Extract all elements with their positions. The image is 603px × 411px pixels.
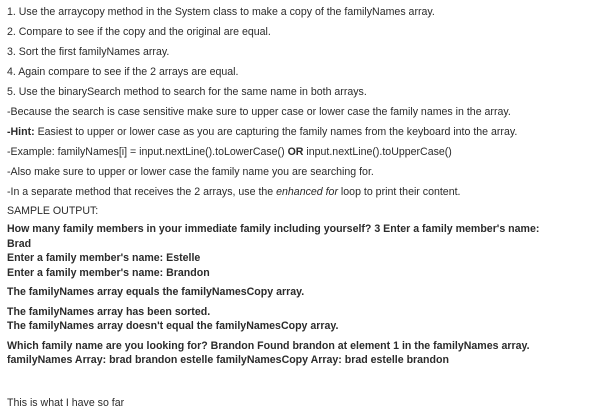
output-line: The familyNames array doesn't equal the familyNamesCopy array. [7,320,339,332]
step-1: 1. Use the arraycopy method in the System class to make a copy of the familyNames array. [7,6,435,18]
step-4: 4. Again compare to see if the 2 arrays are equal. [7,66,239,78]
example-suffix: input.nextLine().toUpperCase() [303,146,452,158]
output-line: Which family name are you looking for? Brandon Found brandon at element 1 in the familyNames array. [7,339,530,352]
hint-text: Easiest to upper or lower case as you are capturing the family names from the keyboard into the array. [34,126,518,138]
example-or: OR [287,146,304,158]
output-line: familyNames Array: brad brandon estelle familyNamesCopy Array: brad estelle brandon [7,354,449,366]
sample-output-block-2 [7,285,597,300]
example-prefix: -Example: familyNames[i] = input.nextLine().toLowerCase() [7,146,288,158]
note-hint [7,125,597,140]
step-5: 5. Use the binarySearch method to search for the same name in both arrays. [7,86,367,98]
sample-output-block-4 [7,339,597,368]
step-2: 2. Compare to see if the copy and the original are equal. [7,26,271,38]
separate-italic: enhanced for [276,186,338,198]
sample-output-block-1 [7,222,597,280]
note-separate-method [7,185,597,200]
output-line: The familyNames array equals the familyNamesCopy array. [7,286,305,298]
output-line: Enter a family member's name: Estelle [7,252,201,264]
output-line: The familyNames array has been sorted. [7,305,211,318]
separate-prefix: -In a separate method that receives the 2 arrays, use the [7,186,277,198]
note-example [7,145,597,160]
note-also: -Also make sure to upper or lower case the family name you are searching for. [7,166,374,178]
output-line: How many family members in your immediate family including yourself? 3 Enter a family member's name: [7,223,540,235]
cut-off-line: This is what I have so far [7,397,125,409]
output-line: Brad [7,237,32,250]
step-3: 3. Sort the first familyNames array. [7,46,170,58]
assignment-document [7,5,597,373]
sample-output-heading: SAMPLE OUTPUT: [7,205,99,217]
hint-label: -Hint: [7,126,35,138]
separate-suffix: loop to print their content. [337,186,461,198]
sample-output-block-3 [7,305,597,334]
note-case-sensitive: -Because the search is case sensitive make sure to upper case or lower case the family names in the array. [7,106,511,118]
output-line: Enter a family member's name: Brandon [7,266,210,279]
